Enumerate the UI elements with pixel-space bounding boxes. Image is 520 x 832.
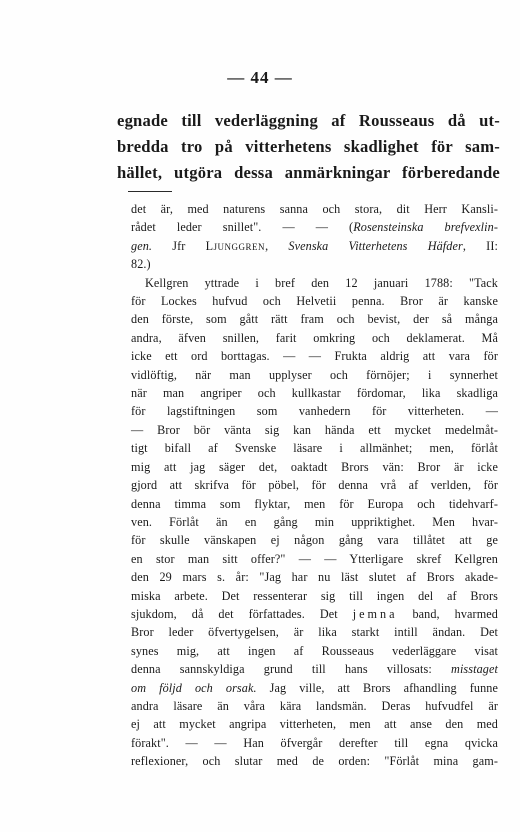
footnote-line: 82.) (131, 257, 151, 272)
footnote (131, 200, 498, 771)
footnote-line: vidlöftig, när man upplyser och förnöjer; i synnerhet (131, 367, 498, 382)
footnote-line: det är, med naturens sanna och stora, dit Herr Kansli- (131, 202, 498, 216)
footnote-citation: gen. (131, 238, 153, 253)
footnote-line: ven. Förlåt än en gång min uppriktighet. Men hvar- (131, 514, 498, 529)
footnote-line (131, 605, 498, 623)
footnote-line: andra läsare än våra kära landsmän. Deras hufvudfel är (131, 698, 498, 713)
footnote-emphasis: jemna (352, 606, 398, 621)
footnote-line: för Lockes hufvud och Helvetii penna. Bror är kanske (131, 294, 498, 309)
footnote-text: rådet leder snillet". — — ( (131, 220, 354, 235)
footnote-line: för skulle vänskapen ej någon gång vara tillåtet att ge (131, 533, 498, 548)
footnote-text: denna sannskyldiga grund till hans villosats: (131, 662, 432, 677)
body-line: egnade till vederläggning af Rousseaus då ut- (117, 111, 500, 130)
body-line: hället, utgöra dessa anmärkningar förberedande (117, 163, 500, 182)
footnote-line: Kellgren yttrade i bref den 12 januari 1788: "Tack (145, 275, 498, 290)
footnote-text: Jag ville, att Brors afhandling funne (256, 680, 499, 695)
footnote-line: mig att jag säger det, oaktadt Brors vän: Bror är icke (131, 459, 498, 474)
footnote-line: synes mig, att ingen af Rousseaus vederläggare visat (131, 643, 498, 658)
footnote-line: för lagstiftningen som vanhedern för vitterheten. — (131, 404, 498, 419)
footnote-text: sjukdom, då det författades. Det (131, 606, 338, 621)
footnote-line: — Bror bör vänta sig kan hända ett mycket medelmåt- (131, 422, 498, 437)
footnote-line: den 29 mars s. år: "Jag har nu läst slutet af Brors akade- (131, 570, 498, 585)
footnote-author: Ljunggren (205, 238, 266, 253)
footnote-text: band, hvarmed (412, 606, 498, 621)
footnote-line: den förste, som gått rätt fram och bevist, der så många (131, 312, 498, 327)
footnote-line: miska arbete. Det ressenterar sig till ingen del af Brors (131, 588, 498, 603)
footnote-line: när man angriper och kullkastar fördomar, lika skadliga (131, 386, 498, 401)
footnote-emphasis: om följd och orsak. (131, 680, 257, 695)
page-number: — 44 — (227, 68, 293, 87)
footnote-text: , (265, 238, 289, 253)
footnote-line: tigt bifall af Svenske läsare i allmänhet; men, förlåt (131, 441, 498, 456)
footnote-line: förakt". — — Han öfvergår derefter till egna qvicka (131, 735, 498, 750)
footnote-line (131, 679, 498, 697)
footnote-line: ej att mycket angripa vitterheten, men att anse den med (131, 717, 498, 732)
footnote-line: reflexioner, och slutar med de orden: "Förlåt mina gam- (131, 754, 498, 769)
footnote-line: Bror leder öfvertygelsen, är lika starkt intill ändan. Det (131, 625, 498, 640)
footnote-citation: Rosensteinska brefvexlin- (353, 220, 498, 235)
footnote-emphasis: misstaget (451, 662, 498, 677)
footnote-text: Jfr (152, 238, 206, 253)
body-line: bredda tro på vitterhetens skadlighet för sam- (117, 137, 500, 156)
footnote-citation: Svenska Vitterhetens Häfder (288, 238, 463, 253)
footnote-line (131, 237, 498, 255)
footnote-divider (128, 191, 172, 192)
footnote-line: andra, äfven snillen, farit omkring och deklamerat. Må (131, 330, 498, 345)
footnote-text: , II: (462, 238, 498, 253)
footnote-line: en stor man sitt offer?" — — Ytterligare skref Kellgren (131, 551, 498, 566)
footnote-line: icke ett ord borttagas. — — Frukta aldrig att vara för (131, 349, 498, 364)
body-text (117, 108, 500, 186)
footnote-line: denna timma som flyktar, men för Europa och tidehvarf- (131, 496, 498, 511)
footnote-line (131, 660, 498, 678)
footnote-line: gjord att skrifva för pöbel, för denna vrå af verlden, för (131, 478, 498, 493)
footnote-line (131, 218, 498, 236)
